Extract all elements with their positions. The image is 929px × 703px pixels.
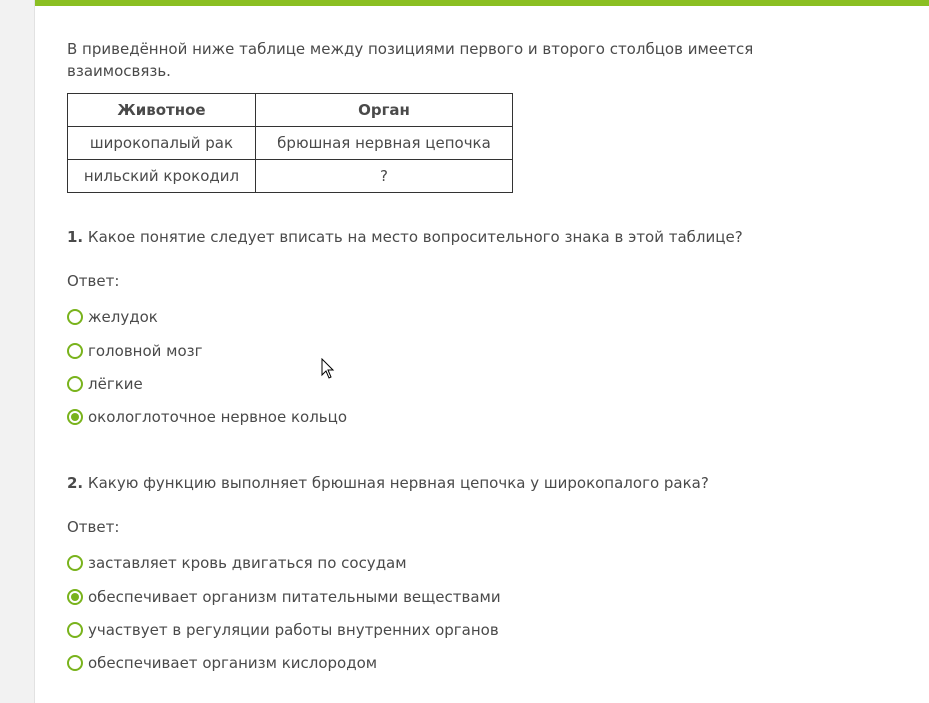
option-label: головной мозг bbox=[88, 342, 203, 360]
q2-option[interactable] bbox=[67, 652, 377, 674]
q1-option[interactable] bbox=[67, 406, 347, 428]
pairs-table bbox=[67, 93, 513, 193]
question-2-number: 2. bbox=[67, 474, 84, 492]
question-2-text: Какую функцию выполняет брюшная нервная цепочка у широкопалого рака? bbox=[87, 474, 709, 492]
radio-button[interactable] bbox=[67, 655, 83, 671]
radio-button-selected[interactable] bbox=[67, 589, 83, 605]
answer-label-1: Ответ: bbox=[67, 272, 120, 290]
radio-button[interactable] bbox=[67, 343, 83, 359]
left-gutter bbox=[0, 0, 35, 703]
question-1 bbox=[67, 226, 743, 248]
question-1-number: 1. bbox=[67, 228, 84, 246]
radio-button[interactable] bbox=[67, 622, 83, 638]
table-cell: брюшная нервная цепочка bbox=[256, 127, 513, 160]
option-label: заставляет кровь двигаться по сосудам bbox=[88, 554, 407, 572]
table-cell: нильский крокодил bbox=[68, 160, 256, 193]
answer-label-2: Ответ: bbox=[67, 518, 120, 536]
question-2 bbox=[67, 472, 709, 494]
table-row bbox=[68, 127, 513, 160]
top-accent-bar bbox=[35, 0, 929, 6]
q2-option[interactable] bbox=[67, 619, 499, 641]
task-content bbox=[67, 38, 767, 672]
table-header-organ: Орган bbox=[256, 94, 513, 127]
q2-option[interactable] bbox=[67, 586, 501, 608]
q1-option[interactable] bbox=[67, 373, 143, 395]
mouse-cursor-icon bbox=[321, 358, 335, 380]
table-header-row bbox=[68, 94, 513, 127]
option-label: желудок bbox=[88, 308, 158, 326]
q2-option[interactable] bbox=[67, 552, 407, 574]
option-label: обеспечивает организм кислородом bbox=[88, 654, 378, 672]
option-label: окологлоточное нервное кольцо bbox=[88, 408, 348, 426]
radio-button-selected[interactable] bbox=[67, 409, 83, 425]
question-1-text: Какое понятие следует вписать на место вопросительного знака в этой таблице? bbox=[87, 228, 743, 246]
option-label: обеспечивает организм питательными веществами bbox=[88, 588, 501, 606]
option-label: участвует в регуляции работы внутренних органов bbox=[88, 621, 499, 639]
q1-option[interactable] bbox=[67, 340, 203, 362]
table-cell: широкопалый рак bbox=[68, 127, 256, 160]
table-row bbox=[68, 160, 513, 193]
radio-button[interactable] bbox=[67, 376, 83, 392]
radio-button[interactable] bbox=[67, 555, 83, 571]
q1-option[interactable] bbox=[67, 306, 158, 328]
table-header-animal: Животное bbox=[68, 94, 256, 127]
radio-button[interactable] bbox=[67, 309, 83, 325]
option-label: лёгкие bbox=[88, 375, 143, 393]
table-cell-unknown: ? bbox=[256, 160, 513, 193]
task-intro: В приведённой ниже таблице между позициями первого и второго столбцов имеется взаимосвязь. bbox=[67, 40, 754, 80]
